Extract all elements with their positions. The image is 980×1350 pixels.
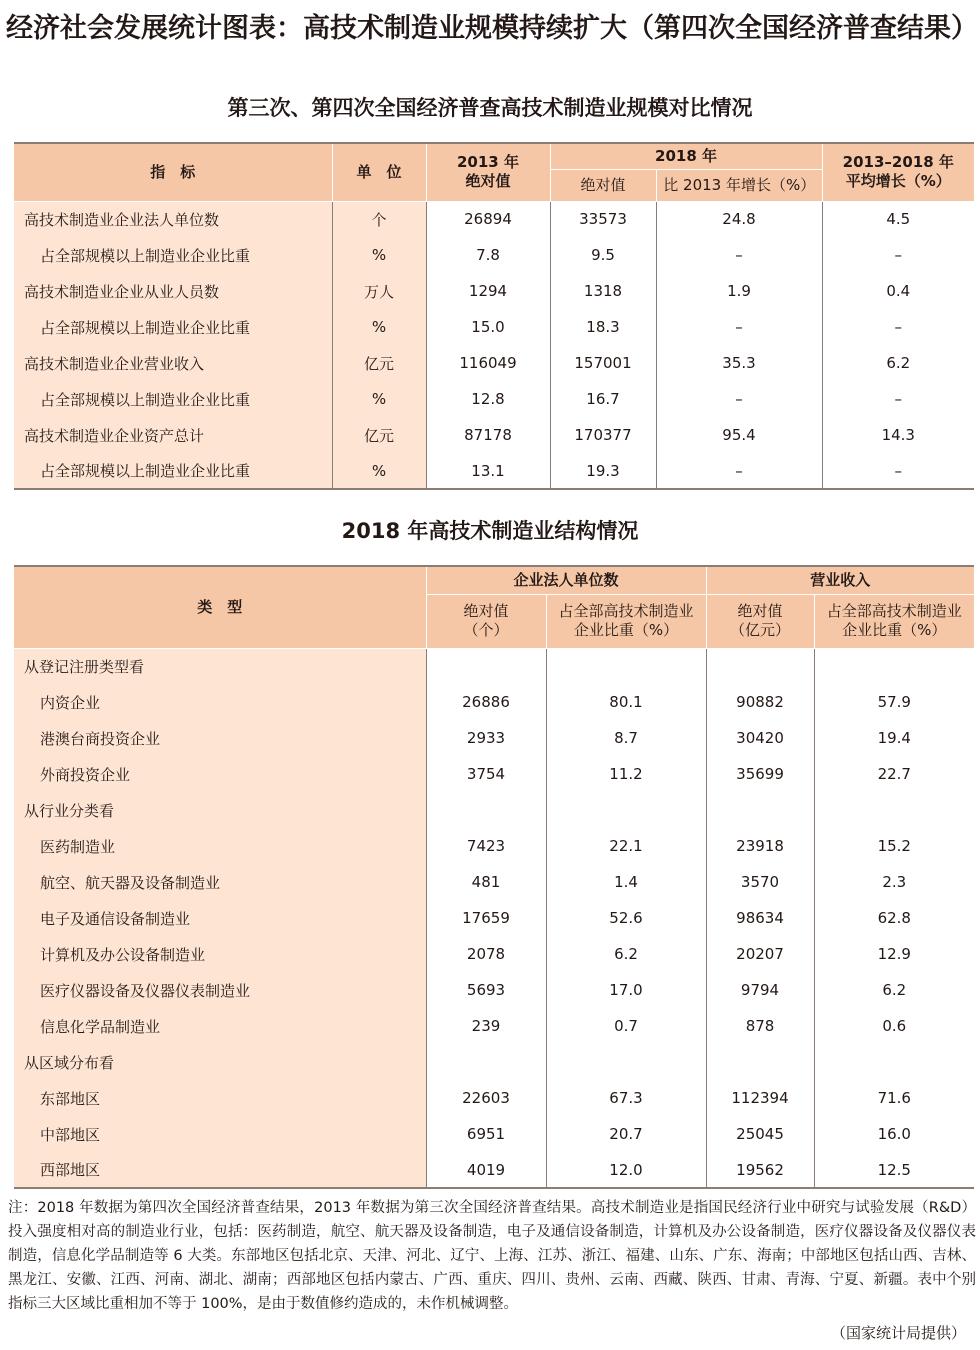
revenue-abs: 3570 (706, 864, 814, 900)
header-2013-abs (426, 143, 550, 201)
header-2013-abs-line2: 绝对值 (465, 172, 511, 191)
header-units-abs (426, 594, 546, 648)
units-abs: 239 (426, 1008, 546, 1044)
avg-growth: 14.3 (881, 426, 915, 444)
avg-growth: – (822, 453, 974, 489)
table-row (14, 1116, 974, 1152)
row-unit: 万人 (332, 273, 426, 309)
table-row (14, 1152, 974, 1188)
units-share: 6.2 (546, 936, 706, 972)
row-label: 高技术制造业企业营业收入 (14, 345, 332, 381)
growth-vs-2013: 24.8 (656, 201, 822, 237)
row-label: 占全部规模以上制造业企业比重 (14, 453, 332, 489)
value-2018: 19.3 (550, 453, 656, 489)
row-label: 信息化学品制造业 (14, 1008, 426, 1044)
revenue-abs: 23918 (706, 828, 814, 864)
units-share (546, 648, 706, 684)
growth-vs-2013: – (656, 309, 822, 345)
row-label: 高技术制造业企业从业人员数 (14, 273, 332, 309)
table1-title: 第三次、第四次全国经济普查高技术制造业规模对比情况 (227, 96, 753, 120)
table-row (14, 201, 974, 237)
row-unit: % (332, 309, 426, 345)
table-row (14, 756, 974, 792)
units-abs: 5693 (426, 972, 546, 1008)
revenue-abs: 19562 (706, 1152, 814, 1188)
revenue-share: 19.4 (877, 729, 911, 747)
table-row (14, 309, 974, 345)
units-share: 12.0 (546, 1152, 706, 1188)
header-type: 类 型 (14, 566, 426, 648)
row-label: 航空、航天器及设备制造业 (14, 864, 426, 900)
table-row (14, 417, 974, 453)
value-2018: 18.3 (550, 309, 656, 345)
table-row (14, 828, 974, 864)
revenue-share (814, 792, 974, 828)
units-abs (426, 792, 546, 828)
header-units-abs-line2: （个） (463, 621, 509, 639)
revenue-abs (706, 648, 814, 684)
units-share: 0.7 (546, 1008, 706, 1044)
units-share: 8.7 (546, 720, 706, 756)
units-abs: 2078 (426, 936, 546, 972)
row-label: 港澳台商投资企业 (14, 720, 426, 756)
value-2013: 7.8 (426, 237, 550, 273)
revenue-share: 62.8 (877, 909, 911, 927)
revenue-abs: 878 (706, 1008, 814, 1044)
table-row (14, 345, 974, 381)
table-row (14, 972, 974, 1008)
header-2018: 2018 年 (550, 143, 822, 169)
units-share: 52.6 (546, 900, 706, 936)
units-share: 20.7 (546, 1116, 706, 1152)
revenue-share: 15.2 (877, 837, 911, 855)
row-label: 医疗仪器设备及仪器仪表制造业 (14, 972, 426, 1008)
header-rev-abs (706, 594, 814, 648)
table-row (14, 720, 974, 756)
revenue-abs (706, 1044, 814, 1080)
growth-vs-2013: 35.3 (656, 345, 822, 381)
units-abs: 26886 (426, 684, 546, 720)
row-unit: 个 (332, 201, 426, 237)
growth-vs-2013: 95.4 (656, 417, 822, 453)
table-row (14, 237, 974, 273)
row-label: 外商投资企业 (14, 756, 426, 792)
page-title: 经济社会发展统计图表：高技术制造业规模持续扩大（第四次全国经济普查结果） (6, 13, 978, 44)
table-row (14, 900, 974, 936)
row-label: 内资企业 (14, 684, 426, 720)
revenue-abs: 98634 (706, 900, 814, 936)
header-unit: 单 位 (332, 143, 426, 201)
units-share: 22.1 (546, 828, 706, 864)
revenue-share: 22.7 (877, 765, 911, 783)
avg-growth: – (894, 318, 903, 336)
row-unit: % (332, 453, 426, 489)
header-2018-abs: 绝对值 (550, 169, 656, 201)
revenue-abs: 112394 (706, 1080, 814, 1116)
table-row (14, 273, 974, 309)
scale-comparison-table (14, 142, 974, 490)
value-2018: 33573 (550, 201, 656, 237)
avg-growth: 4.5 (886, 210, 911, 229)
growth-vs-2013: – (656, 453, 822, 489)
value-2013: 12.8 (426, 381, 550, 417)
header-units-share-line2: 企业比重（%） (573, 621, 679, 639)
header-units-share-line1: 占全部高技术制造业 (558, 602, 694, 620)
header-revenue-group: 营业收入 (706, 566, 974, 594)
units-abs: 481 (426, 864, 546, 900)
revenue-abs (706, 792, 814, 828)
table2-title: 2018 年高技术制造业结构情况 (341, 519, 639, 543)
units-abs: 22603 (426, 1080, 546, 1116)
value-2013: 1294 (426, 273, 550, 309)
row-unit: 亿元 (332, 417, 426, 453)
revenue-abs: 90882 (706, 684, 814, 720)
units-share: 11.2 (546, 756, 706, 792)
units-abs (426, 648, 546, 684)
value-2013: 116049 (426, 345, 550, 381)
row-label: 中部地区 (14, 1116, 426, 1152)
revenue-share (814, 648, 974, 684)
section-row (14, 1044, 974, 1080)
avg-growth: 6.2 (886, 354, 911, 372)
row-label: 电子及通信设备制造业 (14, 900, 426, 936)
revenue-abs: 9794 (706, 972, 814, 1008)
growth-vs-2013: – (656, 381, 822, 417)
avg-growth: – (894, 390, 903, 408)
source-credit: （国家统计局提供） (830, 1324, 966, 1342)
units-abs: 4019 (426, 1152, 546, 1188)
header-rev-share (814, 594, 974, 648)
units-abs: 6951 (426, 1116, 546, 1152)
table-row (14, 1008, 974, 1044)
footnote: 注：2018 年数据为第四次全国经济普查结果，2013 年数据为第三次全国经济普查结果。高技术制造业是指国民经济行业中研究与试验发展（R&D）投入强度相对高的制造业行业，包括：医药制造，航空、航天器及设备制造，电子及通信设备制造，计算机及办公设备制造，医疗仪器设备及仪器仪表制造，信息化学品制造等 6 大类。东部地区包括北京、天津、河北、辽宁、上海、江苏、浙江、福建、山东、广东、海南；中部地区包括山西、吉林、黑龙江、安徽、江西、河南、湖北、湖南；西部地区包括内蒙古、广西、重庆、四川、贵州、云南、西藏、陕西、甘肃、青海、宁夏、新疆。表中个别指标三大区域比重相加不等于 100%，是由于数值修约造成的，未作机械调整。 (8, 1200, 976, 1312)
header-avg-growth-line1: 2013–2018 年 (842, 153, 954, 172)
revenue-share: 57.9 (877, 693, 911, 711)
units-abs: 7423 (426, 828, 546, 864)
header-2013-abs-line1: 2013 年 (457, 153, 519, 172)
row-label: 医药制造业 (14, 828, 426, 864)
value-2013: 87178 (426, 417, 550, 453)
table-row (14, 453, 974, 489)
revenue-abs: 20207 (706, 936, 814, 972)
revenue-share: 2.3 (882, 873, 907, 891)
growth-vs-2013: 1.9 (656, 273, 822, 309)
row-label: 西部地区 (14, 1152, 426, 1188)
section-label: 从区域分布看 (14, 1044, 426, 1080)
section-row (14, 792, 974, 828)
units-abs (426, 1044, 546, 1080)
header-units-abs-line1: 绝对值 (463, 602, 509, 620)
value-2018: 16.7 (550, 381, 656, 417)
section-label: 从登记注册类型看 (14, 648, 426, 684)
table-row (14, 936, 974, 972)
section-label: 从行业分类看 (14, 792, 426, 828)
revenue-share: 12.5 (814, 1152, 974, 1188)
value-2013: 26894 (426, 201, 550, 237)
row-label: 占全部规模以上制造业企业比重 (14, 237, 332, 273)
units-share: 1.4 (546, 864, 706, 900)
header-rev-share-line1: 占全部高技术制造业 (826, 602, 962, 620)
avg-growth: – (894, 246, 903, 264)
header-rev-share-line2: 企业比重（%） (842, 621, 947, 639)
structure-table (14, 565, 974, 1189)
table-row (14, 864, 974, 900)
units-share: 67.3 (546, 1080, 706, 1116)
row-unit: % (332, 381, 426, 417)
table-row (14, 684, 974, 720)
value-2018: 9.5 (550, 237, 656, 273)
units-share: 17.0 (546, 972, 706, 1008)
value-2013: 15.0 (426, 309, 550, 345)
units-abs: 17659 (426, 900, 546, 936)
value-2018: 157001 (550, 345, 656, 381)
row-label: 占全部规模以上制造业企业比重 (14, 309, 332, 345)
growth-vs-2013: – (656, 237, 822, 273)
revenue-share: 71.6 (877, 1089, 911, 1107)
revenue-share: 0.6 (882, 1017, 907, 1035)
header-avg-growth-line2: 平均增长（%） (845, 172, 951, 191)
value-2018: 170377 (550, 417, 656, 453)
header-avg-growth (822, 143, 974, 201)
revenue-share (814, 1044, 974, 1080)
header-units-group: 企业法人单位数 (426, 566, 706, 594)
row-unit: 亿元 (332, 345, 426, 381)
value-2013: 13.1 (426, 453, 550, 489)
header-rev-abs-line2: （亿元） (730, 621, 791, 639)
revenue-share: 16.0 (877, 1125, 911, 1143)
row-label: 占全部规模以上制造业企业比重 (14, 381, 332, 417)
revenue-share: 12.9 (877, 945, 911, 963)
units-abs: 3754 (426, 756, 546, 792)
header-rev-abs-line1: 绝对值 (737, 602, 783, 620)
header-units-share (546, 594, 706, 648)
value-2018: 1318 (550, 273, 656, 309)
table-row (14, 1080, 974, 1116)
units-share (546, 792, 706, 828)
units-share: 80.1 (546, 684, 706, 720)
revenue-share: 6.2 (882, 981, 907, 999)
header-growth-vs-2013: 比 2013 年增长（%） (656, 169, 822, 201)
table-row (14, 381, 974, 417)
revenue-abs: 25045 (706, 1116, 814, 1152)
row-label: 高技术制造业企业法人单位数 (14, 201, 332, 237)
row-label: 计算机及办公设备制造业 (14, 936, 426, 972)
units-abs: 2933 (426, 720, 546, 756)
units-share (546, 1044, 706, 1080)
row-unit: % (332, 237, 426, 273)
row-label: 高技术制造业企业资产总计 (14, 417, 332, 453)
header-indicator: 指 标 (14, 143, 332, 201)
section-row (14, 648, 974, 684)
revenue-abs: 35699 (706, 756, 814, 792)
avg-growth: 0.4 (886, 282, 911, 300)
row-label: 东部地区 (14, 1080, 426, 1116)
revenue-abs: 30420 (706, 720, 814, 756)
